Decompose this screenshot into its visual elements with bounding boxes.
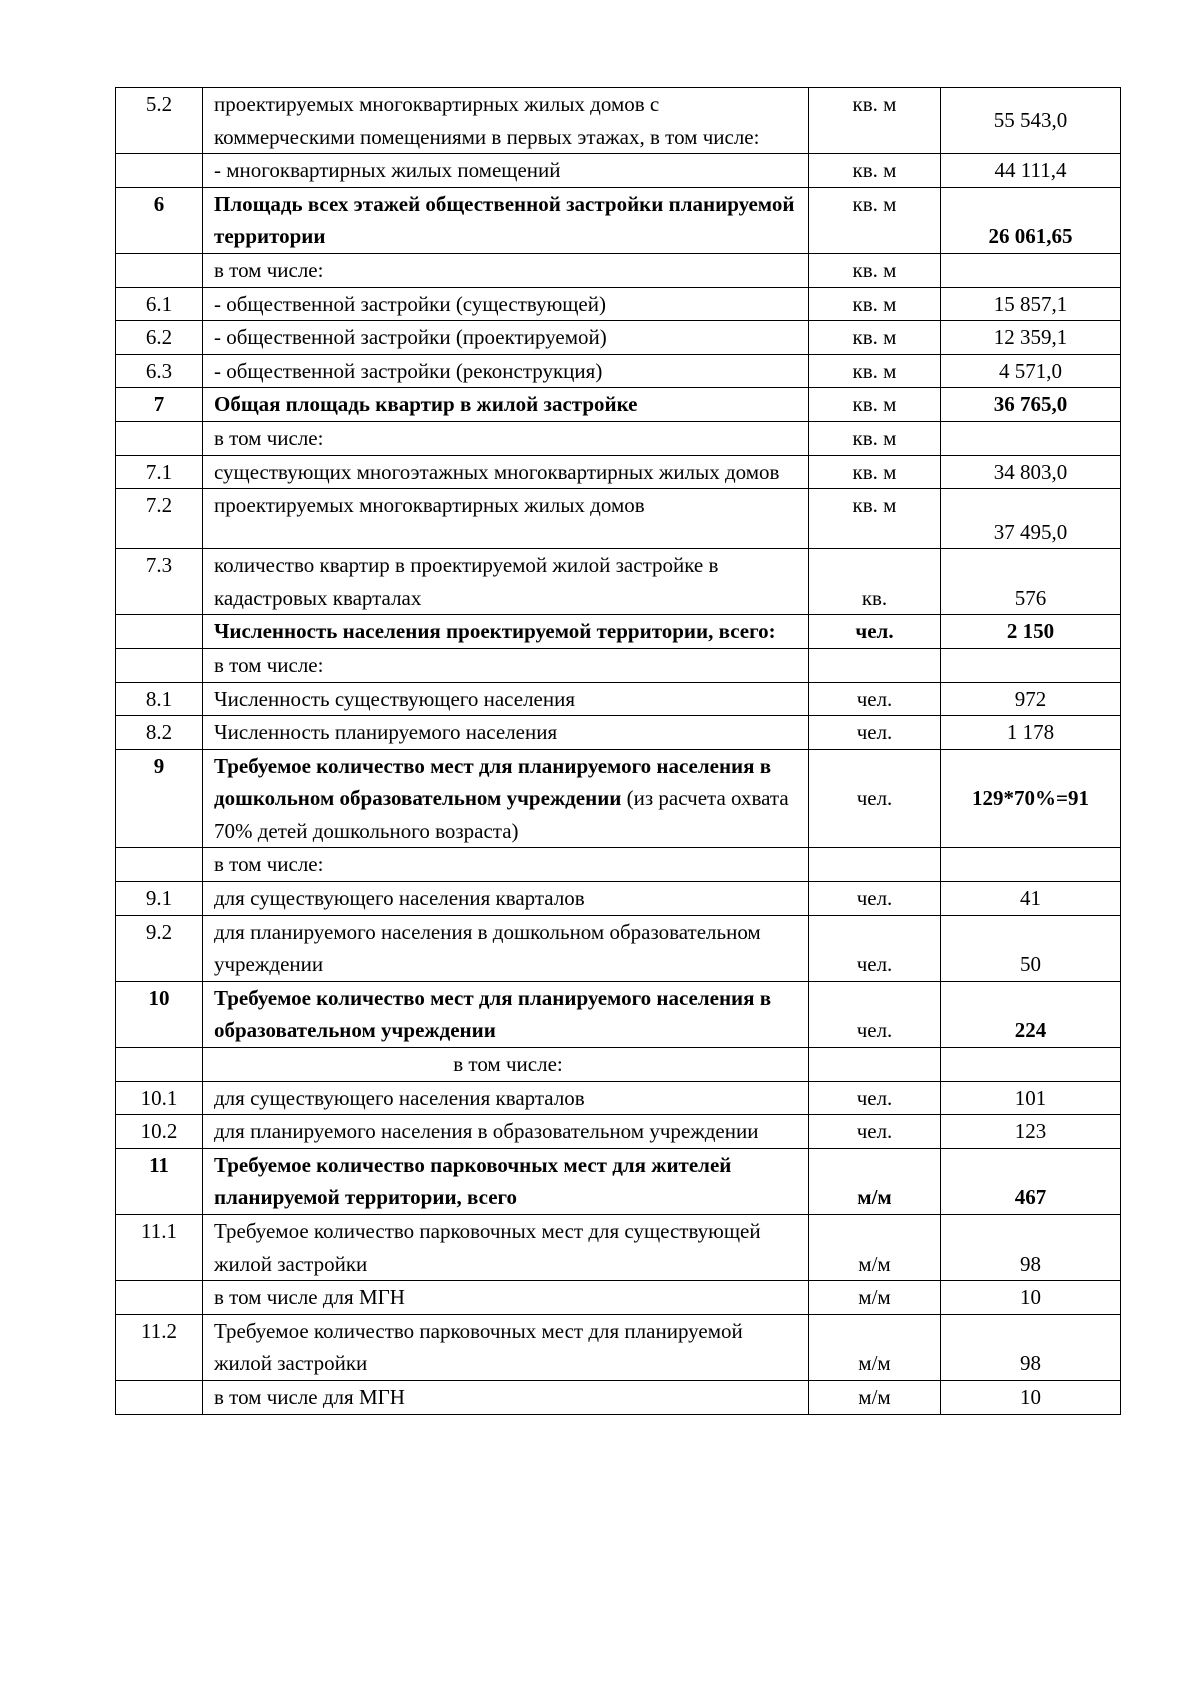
row-unit: м/м <box>809 1380 941 1414</box>
row-unit <box>809 1048 941 1082</box>
row-value: 34 803,0 <box>941 455 1121 489</box>
indicators-table <box>115 87 1121 1415</box>
table-row <box>116 981 1121 1047</box>
table-row <box>116 1281 1121 1315</box>
row-description: Общая площадь квартир в жилой застройке <box>203 388 809 422</box>
row-unit: чел. <box>809 716 941 750</box>
row-description: Требуемое количество мест для планируемого населения в образовательном учреждении <box>203 981 809 1047</box>
row-description <box>203 749 809 848</box>
table-row <box>116 648 1121 682</box>
row-unit: кв. м <box>809 88 941 154</box>
row-number: 10 <box>116 981 203 1047</box>
row-unit: чел. <box>809 915 941 981</box>
row-description: количество квартир в проектируемой жилой застройке в кадастровых кварталах <box>203 549 809 615</box>
row-value <box>941 1048 1121 1082</box>
row-description: проектируемых многоквартирных жилых домов <box>203 489 809 549</box>
row-number: 7.3 <box>116 549 203 615</box>
table-row <box>116 321 1121 355</box>
row-value: 2 150 <box>941 615 1121 649</box>
table-row <box>116 489 1121 549</box>
row-value: 101 <box>941 1081 1121 1115</box>
table-row <box>116 1148 1121 1214</box>
row-description: в том числе: <box>203 421 809 455</box>
row-description: - общественной застройки (реконструкция) <box>203 354 809 388</box>
row-number: 7.2 <box>116 489 203 549</box>
row-unit: кв. м <box>809 187 941 253</box>
row-number: 11 <box>116 1148 203 1214</box>
row-number: 9.2 <box>116 915 203 981</box>
row-description: для планируемого населения в дошкольном образовательном учреждении <box>203 915 809 981</box>
row-value: 972 <box>941 682 1121 716</box>
row-unit: кв. <box>809 549 941 615</box>
row-value: 1 178 <box>941 716 1121 750</box>
row-number: 6.3 <box>116 354 203 388</box>
table-row <box>116 1048 1121 1082</box>
row-number: 11.1 <box>116 1215 203 1281</box>
row-description: в том числе для МГН <box>203 1281 809 1315</box>
row-number <box>116 1380 203 1414</box>
row-description: - многоквартирных жилых помещений <box>203 154 809 188</box>
row-value: 36 765,0 <box>941 388 1121 422</box>
row-value: 15 857,1 <box>941 287 1121 321</box>
row-description: в том числе: <box>203 648 809 682</box>
row-description: существующих многоэтажных многоквартирных жилых домов <box>203 455 809 489</box>
table-row <box>116 1380 1121 1414</box>
table-row <box>116 421 1121 455</box>
row-unit: кв. м <box>809 455 941 489</box>
row-number <box>116 1048 203 1082</box>
row-description: Требуемое количество парковочных мест для существующей жилой застройки <box>203 1215 809 1281</box>
row-value: 55 543,0 <box>941 88 1121 154</box>
row-unit: кв. м <box>809 321 941 355</box>
row-number <box>116 615 203 649</box>
row-unit: кв. м <box>809 354 941 388</box>
row-unit: кв. м <box>809 489 941 549</box>
row-value <box>941 253 1121 287</box>
row-number <box>116 421 203 455</box>
row-number: 6.1 <box>116 287 203 321</box>
row-value: 10 <box>941 1380 1121 1414</box>
row-number: 7.1 <box>116 455 203 489</box>
row-unit: кв. м <box>809 253 941 287</box>
row-number: 10.2 <box>116 1115 203 1149</box>
row-unit: м/м <box>809 1314 941 1380</box>
row-unit: кв. м <box>809 287 941 321</box>
row-description: Численность населения проектируемой территории, всего: <box>203 615 809 649</box>
table-row <box>116 749 1121 848</box>
row-value: 123 <box>941 1115 1121 1149</box>
table-row <box>116 1081 1121 1115</box>
row-description-note: (из расчета охвата 70% детей дошкольного возраста) <box>214 786 789 843</box>
row-value: 129*70%=91 <box>941 749 1121 848</box>
row-number: 9.1 <box>116 882 203 916</box>
row-number <box>116 253 203 287</box>
row-number <box>116 1281 203 1315</box>
row-value <box>941 421 1121 455</box>
table-row <box>116 848 1121 882</box>
table-row <box>116 682 1121 716</box>
table-row <box>116 915 1121 981</box>
row-description: Численность планируемого населения <box>203 716 809 750</box>
row-description-bold: Требуемое количество мест для планируемого населения в дошкольном образовательном учреждении <box>214 753 772 811</box>
row-value: 10 <box>941 1281 1121 1315</box>
row-unit: чел. <box>809 1115 941 1149</box>
row-number: 8.1 <box>116 682 203 716</box>
row-number: 6 <box>116 187 203 253</box>
table-row <box>116 388 1121 422</box>
row-unit <box>809 648 941 682</box>
table-row <box>116 354 1121 388</box>
row-value: 224 <box>941 981 1121 1047</box>
row-number: 5.2 <box>116 88 203 154</box>
row-value: 576 <box>941 549 1121 615</box>
row-unit <box>809 848 941 882</box>
row-value: 4 571,0 <box>941 354 1121 388</box>
row-value: 44 111,4 <box>941 154 1121 188</box>
row-description: - общественной застройки (проектируемой) <box>203 321 809 355</box>
row-description: Требуемое количество парковочных мест для жителей планируемой территории, всего <box>203 1148 809 1214</box>
row-value: 98 <box>941 1215 1121 1281</box>
row-description: в том числе для МГН <box>203 1380 809 1414</box>
row-value <box>941 648 1121 682</box>
row-description: - общественной застройки (существующей) <box>203 287 809 321</box>
row-description: проектируемых многоквартирных жилых домов с коммерческими помещениями в первых этажах, в том числе: <box>203 88 809 154</box>
table-row <box>116 716 1121 750</box>
row-number <box>116 848 203 882</box>
row-description: в том числе: <box>203 848 809 882</box>
row-unit: кв. м <box>809 388 941 422</box>
row-description: в том числе: <box>203 253 809 287</box>
row-number: 10.1 <box>116 1081 203 1115</box>
row-description: Численность существующего населения <box>203 682 809 716</box>
row-value: 41 <box>941 882 1121 916</box>
row-value <box>941 848 1121 882</box>
table-row <box>116 187 1121 253</box>
row-description: для планируемого населения в образовательном учреждении <box>203 1115 809 1149</box>
row-description: в том числе: <box>203 1048 809 1082</box>
table-row <box>116 1215 1121 1281</box>
row-number: 7 <box>116 388 203 422</box>
table-row <box>116 455 1121 489</box>
row-value: 98 <box>941 1314 1121 1380</box>
table-row <box>116 287 1121 321</box>
row-unit: кв. м <box>809 421 941 455</box>
table-row <box>116 88 1121 154</box>
table-row <box>116 154 1121 188</box>
table-row <box>116 615 1121 649</box>
table-row <box>116 1115 1121 1149</box>
row-unit: чел. <box>809 749 941 848</box>
row-number: 11.2 <box>116 1314 203 1380</box>
row-unit: чел. <box>809 981 941 1047</box>
row-number: 8.2 <box>116 716 203 750</box>
row-value: 26 061,65 <box>941 187 1121 253</box>
row-number <box>116 648 203 682</box>
row-description: для существующего населения кварталов <box>203 1081 809 1115</box>
table-row <box>116 1314 1121 1380</box>
row-unit: кв. м <box>809 154 941 188</box>
row-unit: чел. <box>809 882 941 916</box>
row-number <box>116 154 203 188</box>
row-value: 12 359,1 <box>941 321 1121 355</box>
row-description: Требуемое количество парковочных мест для планируемой жилой застройки <box>203 1314 809 1380</box>
row-unit: м/м <box>809 1215 941 1281</box>
row-unit: чел. <box>809 1081 941 1115</box>
table-row <box>116 253 1121 287</box>
row-value: 467 <box>941 1148 1121 1214</box>
row-description: для существующего населения кварталов <box>203 882 809 916</box>
row-number: 9 <box>116 749 203 848</box>
table-row <box>116 549 1121 615</box>
row-unit: м/м <box>809 1281 941 1315</box>
table-row <box>116 882 1121 916</box>
row-value: 50 <box>941 915 1121 981</box>
row-unit: м/м <box>809 1148 941 1214</box>
row-unit: чел. <box>809 615 941 649</box>
row-number: 6.2 <box>116 321 203 355</box>
row-value: 37 495,0 <box>941 489 1121 549</box>
row-unit: чел. <box>809 682 941 716</box>
row-description: Площадь всех этажей общественной застройки планируемой территории <box>203 187 809 253</box>
